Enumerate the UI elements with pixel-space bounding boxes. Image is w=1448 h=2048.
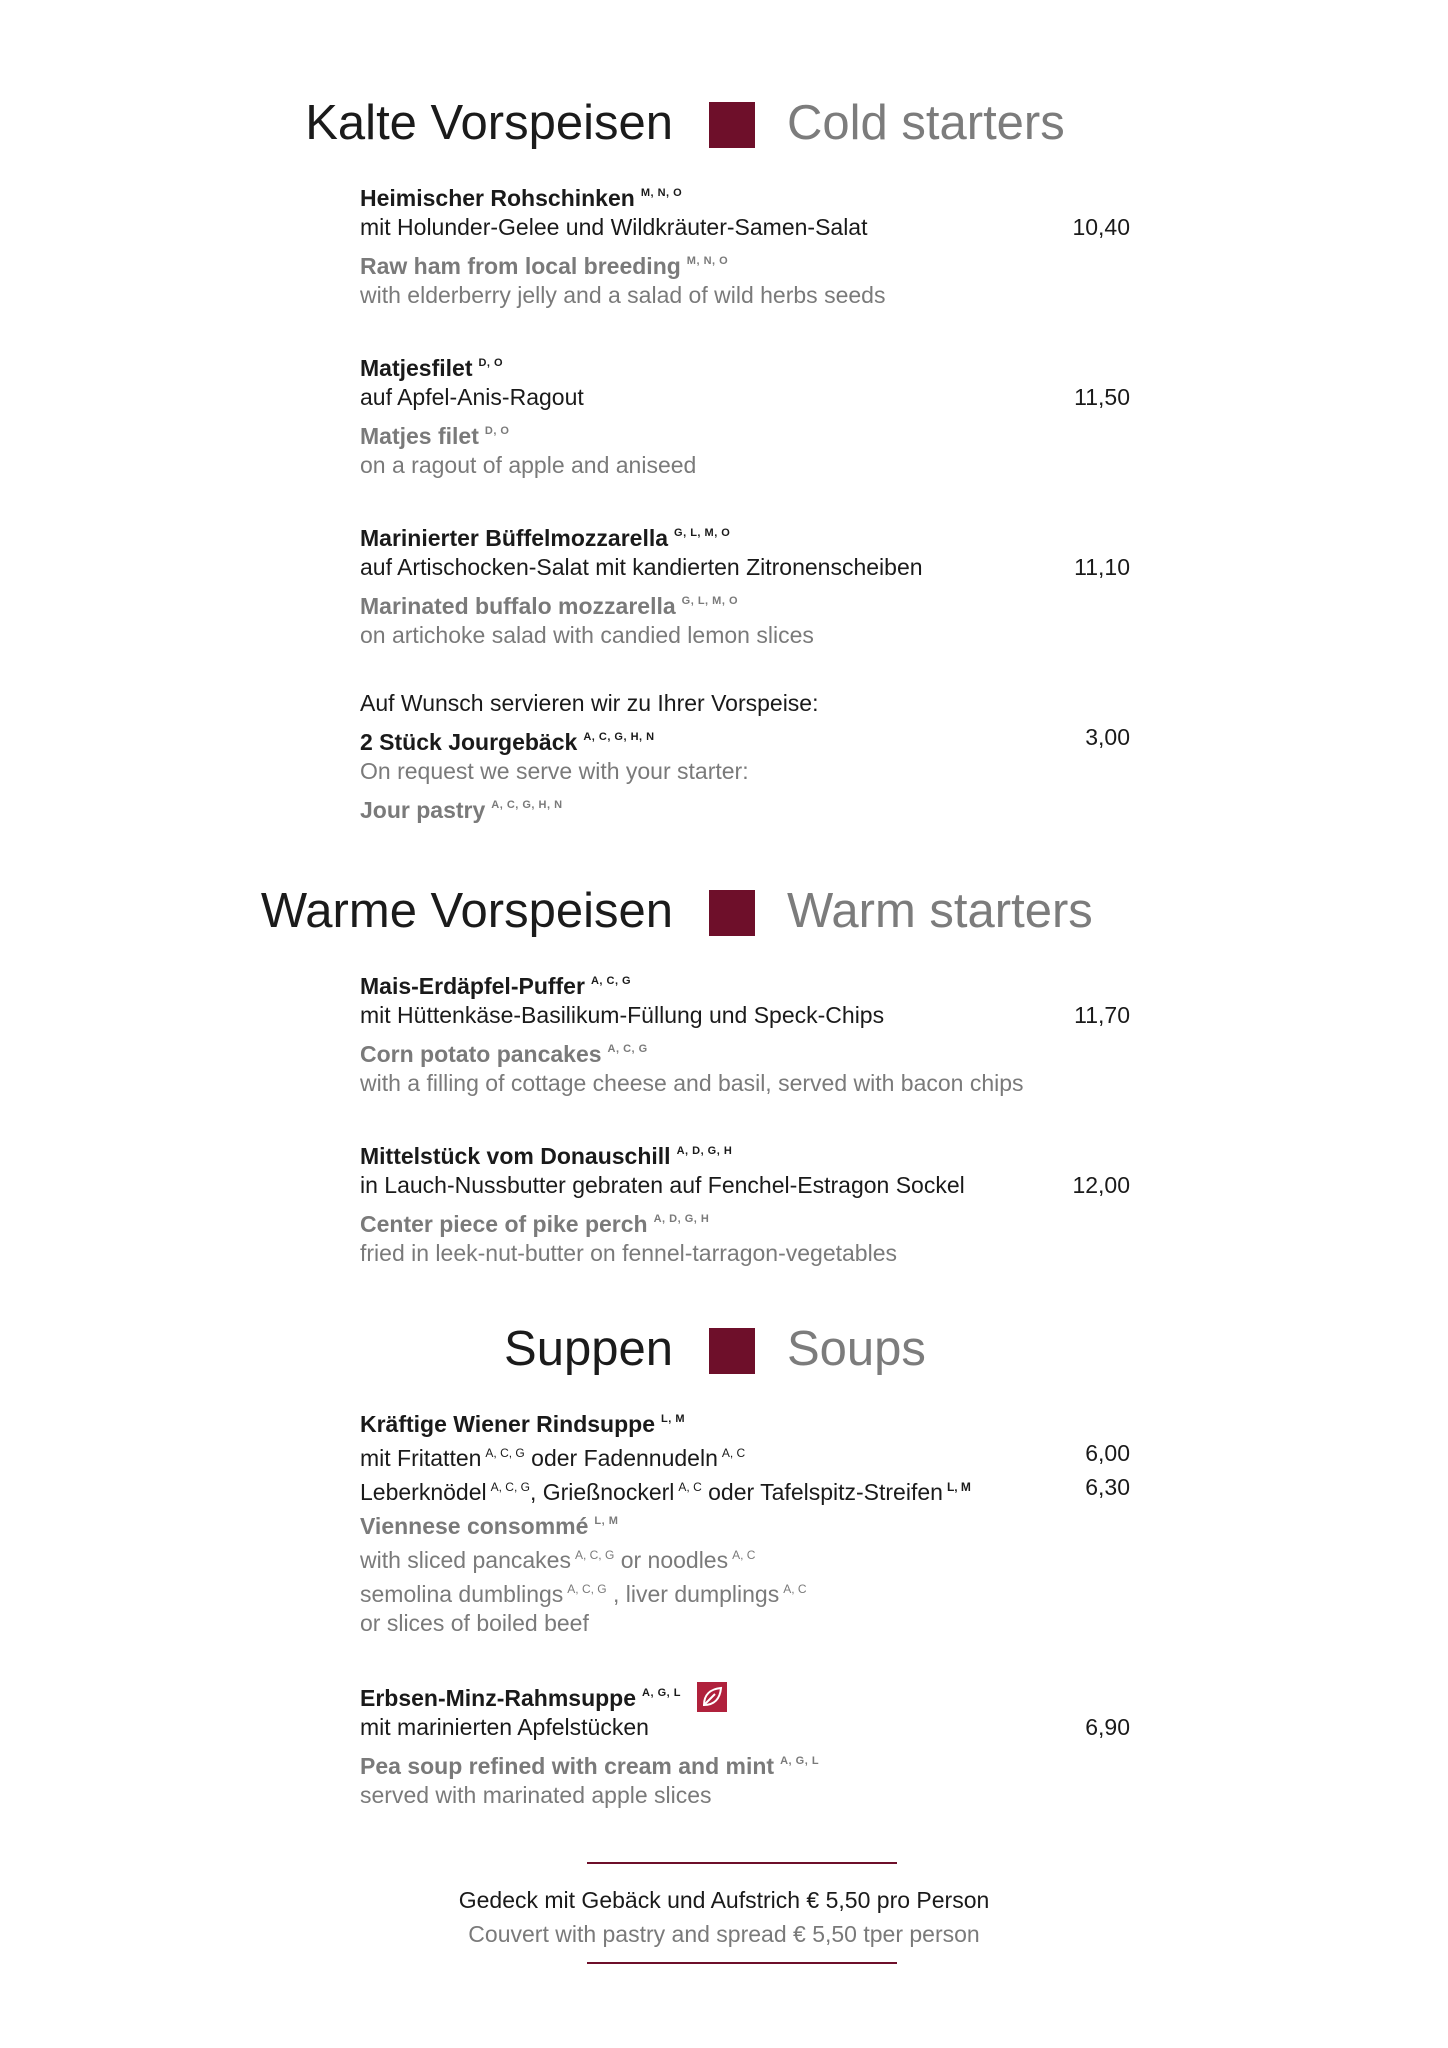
section-title-en: Soups	[787, 1322, 926, 1376]
soup-option-text: mit Fritatten	[360, 1445, 482, 1471]
section-divider-square	[709, 890, 755, 936]
allergen-codes: L, M	[661, 1413, 685, 1425]
section-divider-square	[709, 1328, 755, 1374]
extra-price: 3,00	[1085, 724, 1130, 750]
soup-option-text-en: with sliced pancakes	[360, 1547, 571, 1573]
section-title-en: Warm starters	[787, 884, 1093, 938]
dish-price: 6,30	[1085, 1474, 1130, 1500]
dish-title-de: Matjesfilet	[360, 355, 473, 381]
allergen-codes: A, D, G, H	[676, 1145, 733, 1157]
allergen-codes: A, C, G, H, N	[583, 731, 655, 743]
dish-price: 11,70	[1074, 1002, 1130, 1028]
soup-option-text: Leberknödel	[360, 1479, 487, 1505]
allergen-codes: L, M	[594, 1515, 619, 1527]
leaf-icon	[697, 1682, 727, 1712]
allergen-codes: A, D, G, H	[653, 1213, 710, 1225]
soup-option-text-en: semolina dumblings	[360, 1581, 564, 1607]
allergen-codes: A, C, G	[490, 1480, 530, 1494]
extra-title-en: Jour pastry	[360, 797, 486, 823]
dish-title-en: Matjes filet	[360, 423, 479, 449]
soup-option-text: , Grießnockerl	[529, 1479, 675, 1505]
allergen-codes: A, C, G	[567, 1582, 607, 1596]
soup-option-text-en: , liver dumplings	[613, 1581, 780, 1607]
dish-title-en: Viennese consommé	[360, 1513, 589, 1539]
dish-title-de: Heimischer Rohschinken	[360, 185, 635, 211]
footer-rule-bottom	[587, 1962, 897, 1964]
allergen-codes: A, C, G	[590, 975, 632, 987]
dish-price: 6,00	[1085, 1440, 1130, 1466]
dish-item	[360, 176, 1130, 312]
allergen-codes: M, N, O	[686, 255, 729, 267]
dish-title-de: Mais-Erdäpfel-Puffer	[360, 973, 585, 999]
dish-item	[360, 346, 1130, 482]
section-header-cold	[0, 88, 1448, 158]
dish-item	[360, 964, 1130, 1100]
section-title-de: Kalte Vorspeisen	[305, 96, 673, 150]
section-title-en: Cold starters	[787, 96, 1065, 150]
allergen-codes: D, O	[484, 425, 510, 437]
dish-title-de: Erbsen-Minz-Rahmsuppe	[360, 1685, 637, 1711]
allergen-codes: L, M	[946, 1480, 971, 1494]
dish-item	[360, 1402, 1130, 1640]
dish-title-en: Marinated buffalo mozzarella	[360, 593, 676, 619]
dish-price: 6,90	[1085, 1714, 1130, 1740]
allergen-codes: A, C	[732, 1548, 756, 1562]
dish-title-de: Kräftige Wiener Rindsuppe	[360, 1411, 655, 1437]
soup-option-text: oder Tafelspitz-Streifen	[708, 1479, 943, 1505]
allergen-codes: A, G, L	[780, 1755, 820, 1767]
allergen-codes: M, N, O	[640, 187, 683, 199]
extra-intro-de: Auf Wunsch servieren wir zu Ihrer Vorspeise:	[360, 690, 819, 716]
dish-description-en: with elderberry jelly and a salad of wild herbs seeds	[360, 282, 886, 308]
dish-price: 12,00	[1072, 1172, 1130, 1198]
dish-description-de: mit Holunder-Gelee und Wildkräuter-Samen-Salat	[360, 214, 868, 240]
dish-price: 11,10	[1074, 554, 1130, 580]
allergen-codes: A, C	[783, 1582, 807, 1596]
dish-title-en: Center piece of pike perch	[360, 1211, 648, 1237]
allergen-codes: A, G, L	[642, 1687, 681, 1699]
section-header-warm	[0, 876, 1448, 946]
dish-description-en: fried in leek-nut-butter on fennel-tarragon-vegetables	[360, 1240, 897, 1266]
dish-description-en: on artichoke salad with candied lemon slices	[360, 622, 814, 648]
dish-item	[360, 1134, 1130, 1270]
allergen-codes: A, C, G	[607, 1043, 648, 1055]
extra-pastry-item	[360, 686, 1130, 822]
dish-description-de: auf Apfel-Anis-Ragout	[360, 384, 584, 410]
dish-item	[360, 1676, 1130, 1812]
dish-description-en: with a filling of cottage cheese and basil, served with bacon chips	[360, 1070, 1024, 1096]
dish-price: 10,40	[1072, 214, 1130, 240]
dish-description-de: in Lauch-Nussbutter gebraten auf Fenchel-Estragon Sockel	[360, 1172, 965, 1198]
footer-rule-top	[587, 1862, 897, 1864]
dish-price: 11,50	[1074, 384, 1130, 410]
dish-description-en: served with marinated apple slices	[360, 1782, 712, 1808]
soup-option-text-en: or slices of boiled beef	[360, 1610, 589, 1636]
soup-option-text-en: or noodles	[620, 1547, 729, 1573]
section-divider-square	[709, 102, 755, 148]
dish-item	[360, 516, 1130, 652]
allergen-codes: A, C, G, H, N	[491, 799, 563, 811]
section-header-soups	[0, 1314, 1448, 1384]
soup-option-text: oder Fadennudeln	[531, 1445, 718, 1471]
allergen-codes: A, C, G	[574, 1548, 615, 1562]
extra-intro-en: On request we serve with your starter:	[360, 758, 749, 784]
allergen-codes: A, C	[721, 1446, 746, 1460]
section-title-de: Warme Vorspeisen	[260, 884, 673, 938]
dish-description-de: auf Artischocken-Salat mit kandierten Zitronenscheiben	[360, 554, 923, 580]
dish-title-en: Corn potato pancakes	[360, 1041, 602, 1067]
dish-title-de: Marinierter Büffelmozzarella	[360, 525, 669, 551]
allergen-codes: G, L, M, O	[681, 595, 739, 607]
cover-charge-en: Couvert with pastry and spread € 5,50 tper person	[468, 1921, 980, 1947]
extra-title-de: 2 Stück Jourgebäck	[360, 729, 578, 755]
section-title-de: Suppen	[504, 1322, 673, 1376]
dish-title-de: Mittelstück vom Donauschill	[360, 1143, 671, 1169]
cover-charge-de: Gedeck mit Gebäck und Aufstrich € 5,50 pro Person	[458, 1887, 990, 1913]
allergen-codes: G, L, M, O	[674, 527, 731, 539]
dish-description-de: mit marinierten Apfelstücken	[360, 1714, 649, 1740]
dish-title-en: Pea soup refined with cream and mint	[360, 1753, 775, 1779]
dish-description-en: on a ragout of apple and aniseed	[360, 452, 697, 478]
allergen-codes: A, C	[678, 1480, 702, 1494]
dish-title-en: Raw ham from local breeding	[360, 253, 681, 279]
allergen-codes: D, O	[478, 357, 504, 369]
dish-description-de: mit Hüttenkäse-Basilikum-Füllung und Speck-Chips	[360, 1002, 885, 1028]
allergen-codes: A, C, G	[485, 1446, 525, 1460]
